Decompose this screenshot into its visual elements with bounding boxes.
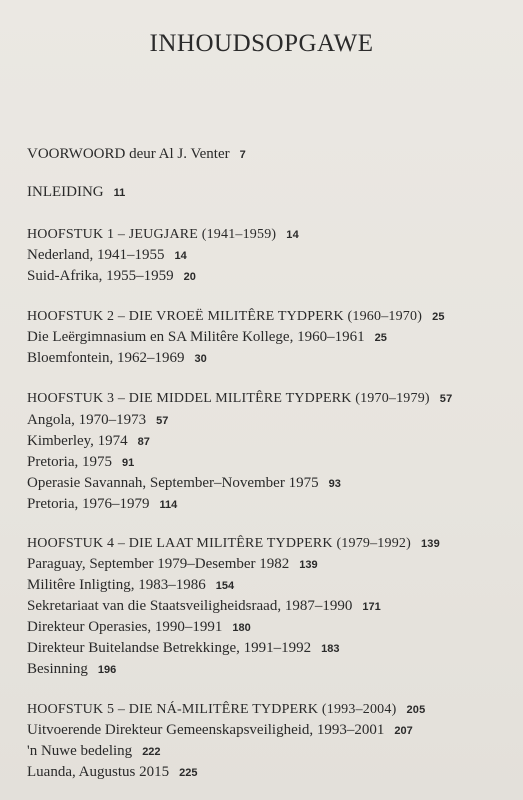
toc-entry [27, 246, 187, 265]
toc-entry-text: Pretoria, 1976–1979 [27, 496, 150, 512]
toc-entry-page: 225 [179, 767, 198, 779]
toc-entry [27, 597, 381, 616]
toc-entry-page: 222 [142, 746, 161, 758]
toc-entry-page: 14 [286, 229, 299, 241]
toc-entry-page: 11 [113, 187, 126, 199]
toc-entry-page: 57 [156, 415, 169, 427]
toc-entry [27, 555, 318, 574]
toc-entry-page: 205 [406, 704, 426, 716]
toc-entry-page: 87 [137, 436, 150, 448]
toc-entry [27, 453, 134, 472]
toc-entry-page: 30 [194, 353, 207, 365]
toc-entry-text: Operasie Savannah, September–November 1975 [27, 475, 319, 491]
toc-entry-text: HOOFSTUK 4 – DIE LAAT MILITÊRE TYDPERK (1979–1992) [27, 536, 411, 551]
toc-entry [27, 742, 161, 761]
toc-entry-page: 171 [362, 601, 381, 613]
toc-entry [27, 763, 197, 782]
toc-entry-text: Suid-Afrika, 1955–1959 [27, 268, 174, 284]
toc-entry-text: Pretoria, 1975 [27, 454, 112, 470]
toc-entry-page: 196 [97, 664, 117, 676]
toc-entry-text: Kimberley, 1974 [27, 433, 128, 449]
toc-entry-page: 180 [232, 622, 251, 634]
toc-chapter-5 [27, 701, 425, 719]
toc-entry-page: 7 [239, 149, 246, 161]
page-title: INHOUDSOPGAWE [149, 30, 374, 57]
toc-chapter-2 [27, 308, 445, 326]
toc-entry-text: Bloemfontein, 1962–1969 [27, 350, 185, 366]
toc-entry-text: HOOFSTUK 1 – JEUGJARE (1941–1959) [27, 227, 277, 242]
toc-entry-page: 139 [299, 559, 318, 571]
toc-entry [27, 411, 168, 430]
toc-entry-page: 14 [174, 250, 187, 262]
toc-entry [27, 639, 339, 658]
toc-entry-text: Die Leërgimnasium en SA Militêre Kollege, 1960–1961 [27, 329, 365, 345]
toc-entry-page: 93 [328, 478, 341, 490]
toc-entry [27, 576, 234, 595]
toc-entry [27, 495, 177, 514]
toc-entry-text: Uitvoerende Direkteur Gemeenskapsveiligheid, 1993–2001 [27, 722, 385, 738]
toc-chapter-4 [27, 535, 440, 553]
toc-entry-text: Militêre Inligting, 1983–1986 [27, 577, 206, 593]
toc-entry-text: HOOFSTUK 3 – DIE MIDDEL MILITÊRE TYDPERK (1970–1979) [27, 391, 430, 406]
toc-entry-text: 'n Nuwe bedeling [27, 743, 133, 759]
toc-entry-page: 139 [420, 538, 440, 550]
toc-entry-text: Besinning [27, 661, 88, 677]
toc-entry-page: 207 [394, 725, 413, 737]
toc-entry-page: 91 [121, 457, 135, 469]
toc-entry [27, 660, 116, 679]
toc-entry-text: VOORWOORD deur Al J. Venter [27, 146, 230, 162]
toc-entry [27, 349, 207, 368]
toc-entry-page: 20 [183, 271, 196, 283]
toc-entry-text: Direkteur Operasies, 1990–1991 [27, 619, 223, 635]
toc-entry-text: Nederland, 1941–1955 [27, 247, 165, 263]
toc-entry-page: 25 [374, 332, 387, 344]
toc-entry [27, 267, 196, 286]
toc-entry-text: Sekretariaat van die Staatsveiligheidsraad, 1987–1990 [27, 598, 353, 614]
toc-entry-foreword [27, 145, 246, 164]
toc-entry-page: 183 [321, 643, 340, 655]
toc-entry-page: 154 [215, 580, 235, 592]
toc-entry-text: Paraguay, September 1979–Desember 1982 [27, 556, 290, 572]
toc-entry-text: Angola, 1970–1973 [27, 412, 147, 428]
toc-entry-text: INLEIDING [27, 184, 104, 200]
toc-entry-page: 114 [159, 499, 178, 511]
toc-entry-text: Direkteur Buitelandse Betrekkinge, 1991–1992 [27, 640, 312, 656]
toc-entry [27, 618, 251, 637]
toc-entry [27, 721, 413, 740]
toc-entry-page: 25 [432, 311, 445, 323]
toc-entry [27, 474, 341, 493]
toc-chapter-1 [27, 226, 299, 244]
toc-chapter-3 [27, 390, 452, 408]
toc-entry-text: HOOFSTUK 2 – DIE VROEË MILITÊRE TYDPERK (1960–1970) [27, 309, 423, 324]
toc-entry [27, 432, 150, 451]
toc-entry [27, 328, 387, 347]
toc-entry-text: HOOFSTUK 5 – DIE NÁ-MILITÊRE TYDPERK (1993–2004) [27, 702, 397, 717]
toc-entry-page: 57 [439, 393, 453, 405]
toc-entry-text: Luanda, Augustus 2015 [27, 764, 170, 780]
toc-entry-introduction [27, 183, 125, 202]
